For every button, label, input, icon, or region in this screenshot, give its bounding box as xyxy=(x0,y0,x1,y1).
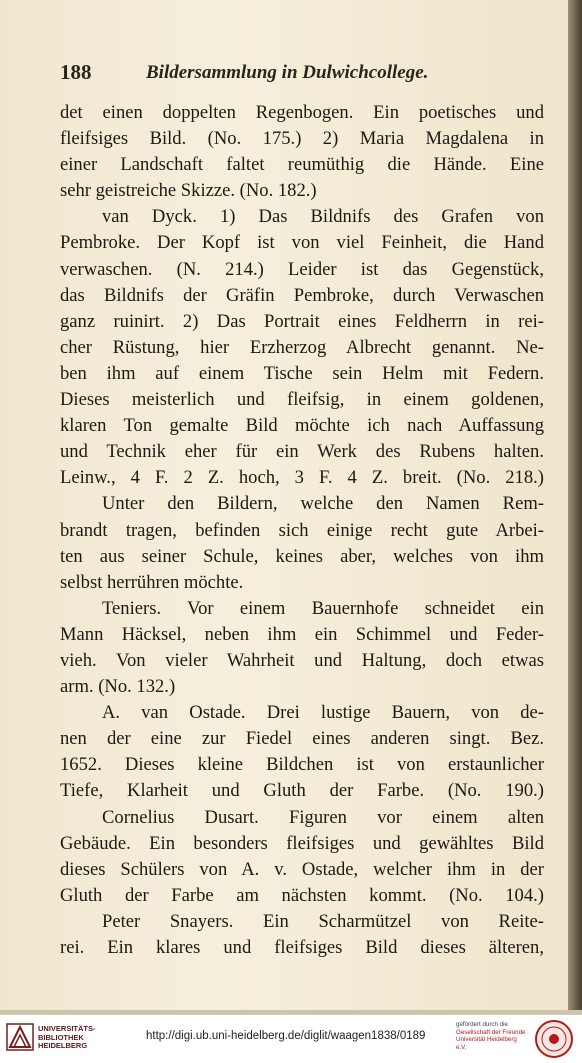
funding-note: gefördert durch die Gesellschaft der Freunde Universität Heidelberg e.V. xyxy=(456,1021,526,1051)
text-line: cher Rüstung, hier Erzherzog Albrecht genannt. Ne- xyxy=(60,336,544,358)
text-line: Cornelius Dusart. Figuren vor einem alten xyxy=(102,806,544,828)
document-url-link[interactable]: http://digi.ub.uni-heidelberg.de/diglit/waagen1838/0189 xyxy=(146,1030,426,1042)
text-line: Gluth der Farbe am nächsten kommt. (No. 104.) xyxy=(60,884,544,906)
text-line: fleifsiges Bild. (No. 175.) 2) Maria Magdalena in xyxy=(60,128,544,150)
text-line: Unter den Bildern, welche den Namen Rem- xyxy=(102,493,544,515)
text-line: Teniers. Vor einem Bauernhofe schneidet ein xyxy=(102,597,544,619)
text-line: van Dyck. 1) Das Bildnifs des Grafen von xyxy=(102,206,544,228)
text-line: vieh. Von vieler Wahrheit und Haltung, doch etwas xyxy=(60,649,544,671)
body-text xyxy=(60,100,544,961)
text-line: Dieses meisterlich und fleifsig, in einem goldenen, xyxy=(60,389,544,411)
text-line: ben ihm auf einem Tische sein Helm mit Federn. xyxy=(60,362,544,384)
text-line: Peter Snayers. Ein Scharmützel von Reite- xyxy=(102,910,544,932)
text-line: arm. (No. 132.) xyxy=(60,676,176,698)
text-line: das Bildnifs der Gräfin Pembroke, durch Verwaschen xyxy=(60,284,544,306)
text-line: rei. Ein klares und fleifsiges Bild dieses älteren, xyxy=(60,937,544,958)
text-line: A. van Ostade. Drei lustige Bauern, von de- xyxy=(102,702,544,724)
text-line: Gebäude. Ein besonders fleifsiges und gewähltes Bild xyxy=(60,832,544,854)
text-line: ten aus seiner Schule, keines aber, welches von ihm xyxy=(60,545,544,567)
text-line: Pembroke. Der Kopf ist von viel Feinheit, die Hand xyxy=(60,232,544,254)
text-line: selbst herrühren möchte. xyxy=(60,571,244,593)
text-line: und Technik eher für ein Werk des Rubens halten. xyxy=(60,441,544,463)
text-line: Tiefe, Klarheit und Gluth der Farbe. (No. 190.) xyxy=(60,780,544,802)
text-line: verwaschen. (N. 214.) Leider ist das Gegenstück, xyxy=(60,258,544,280)
text-line: 1652. Dieses kleine Bildchen ist von erstaunlicher xyxy=(60,754,544,776)
page-edge-shadow xyxy=(568,0,582,1010)
text-line: sehr geistreiche Skizze. (No. 182.) xyxy=(60,180,317,202)
footer-bar xyxy=(0,1014,582,1063)
university-library-logo-icon[interactable] xyxy=(6,1023,34,1051)
text-line: det einen doppelten Regenbogen. Ein poetisches und xyxy=(60,102,544,123)
text-line: Mann Häcksel, neben ihm ein Schimmel und Feder- xyxy=(60,623,544,645)
running-title: Bildersammlung in Dulwichcollege. xyxy=(146,62,429,83)
text-line: Leinw., 4 F. 2 Z. hoch, 3 F. 4 Z. breit. (No. 218.) xyxy=(60,467,544,489)
text-line: ganz ruinirt. 2) Das Portrait eines Feldherrn in rei- xyxy=(60,310,544,332)
text-line: einer Landschaft faltet reumüthig die Hände. Eine xyxy=(60,154,544,176)
text-line: nen der eine zur Fiedel eines anderen singt. Bez. xyxy=(60,728,544,750)
library-name[interactable]: UNIVERSITÄTS- BIBLIOTHEK HEIDELBERG xyxy=(38,1024,96,1050)
page-header xyxy=(60,58,540,90)
text-line: dieses Schülers von A. v. Ostade, welcher ihm in der xyxy=(60,858,544,880)
text-line: klaren Ton gemalte Bild möchte ich nach Auffassung xyxy=(60,415,544,437)
page-number: 188 xyxy=(60,60,92,84)
society-seal-icon[interactable] xyxy=(534,1019,574,1059)
text-line: brandt tragen, befinden sich einige recht gute Arbei- xyxy=(60,519,544,541)
